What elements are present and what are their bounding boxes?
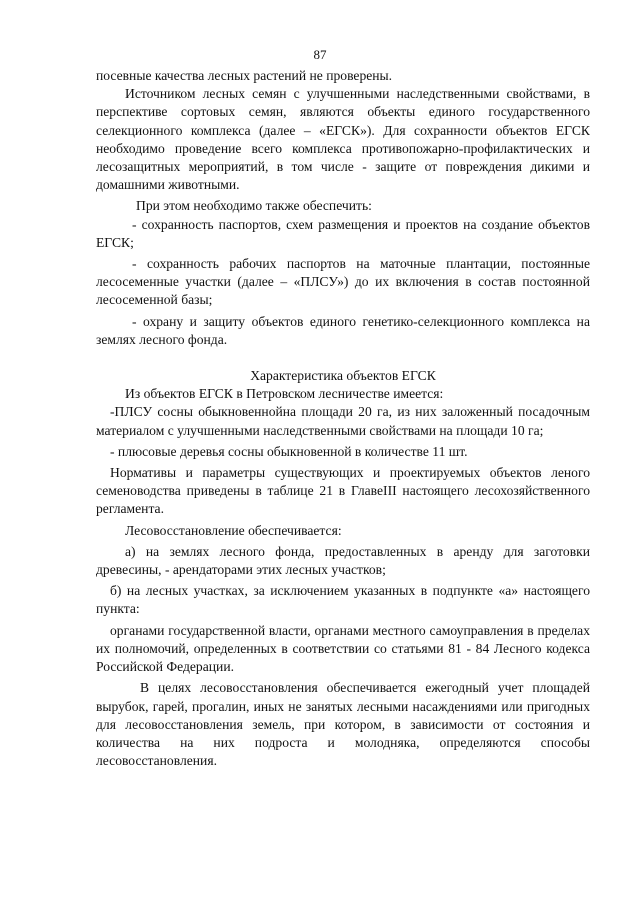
paragraph: органами государственной власти, органами местного самоуправления в пределах их полномочий, определенных в соответствии со статьями 81 - 84 Лесного кодекса Российской Федерации. xyxy=(96,622,590,675)
list-item: а) на землях лесного фонда, предоставленных в аренду для заготовки древесины, - арендаторами этих лесных участков; xyxy=(96,543,590,578)
page-number: 87 xyxy=(313,47,327,62)
paragraph: При этом необходимо также обеспечить: xyxy=(136,198,372,214)
list-item: - сохранность рабочих паспортов на маточные плантации, постоянные лесосеменные участки (далее – «ПЛСУ») до их включения в состав постоянной лесосеменной базы; xyxy=(96,256,590,308)
paragraph: Нормативы и параметры существующих и проектируемых объектов леного семеноводства приведены в таблице 21 в ГлавеIII настоящего лесохозяйственного регламента. xyxy=(96,465,590,517)
paragraph: Источником лесных семян с улучшенными наследственными свойствами, в перспективе сортовых семян, являются объекты единого государственного селекционного комплекса (далее – «ЕГСК»). Для сохранности объектов ЕГСК необходимо проведение всего комплекса противопожарно-профилактических и лесозащитных мероприятий, в том числе - защите от повреждения дикими и домашними животными. xyxy=(96,86,590,193)
paragraph: Лесовосстановление обеспечивается: xyxy=(125,522,342,538)
list-item: б) на лесных участках, за исключением указанных в подпункте «а» настоящего пункта: xyxy=(96,583,590,617)
list-item: - охрану и защиту объектов единого генетико-селекционного комплекса на землях лесного фонда. xyxy=(96,313,590,347)
list-item: - плюсовые деревья сосны обыкновенной в количестве 11 шт. xyxy=(110,443,468,459)
paragraph: посевные качества лесных растений не проверены. xyxy=(96,68,393,83)
list-item: - сохранность паспортов, схем размещения и проектов на создание объектов ЕГСК; xyxy=(96,216,590,250)
paragraph: В целях лесовосстановления обеспечивается ежегодный учет площадей вырубок, гарей, прогалин, иных не занятых лесными насаждениями или пригодных для лесовосстановления земель, при котором, в зависимости от состояния и количества на них подроста и молодняка, определяются способы лесовосстановления. xyxy=(96,680,590,769)
section-heading: Характеристика объектов ЕГСК xyxy=(250,368,436,384)
paragraph: Из объектов ЕГСК в Петровском лесничестве имеется: xyxy=(125,386,444,402)
document-body xyxy=(96,67,590,770)
list-item: -ПЛСУ сосны обыкновеннойна площади 20 га, из них заложенный посадочным материалом с улучшенными наследственными свойствами на площади 10 га; xyxy=(96,404,590,438)
